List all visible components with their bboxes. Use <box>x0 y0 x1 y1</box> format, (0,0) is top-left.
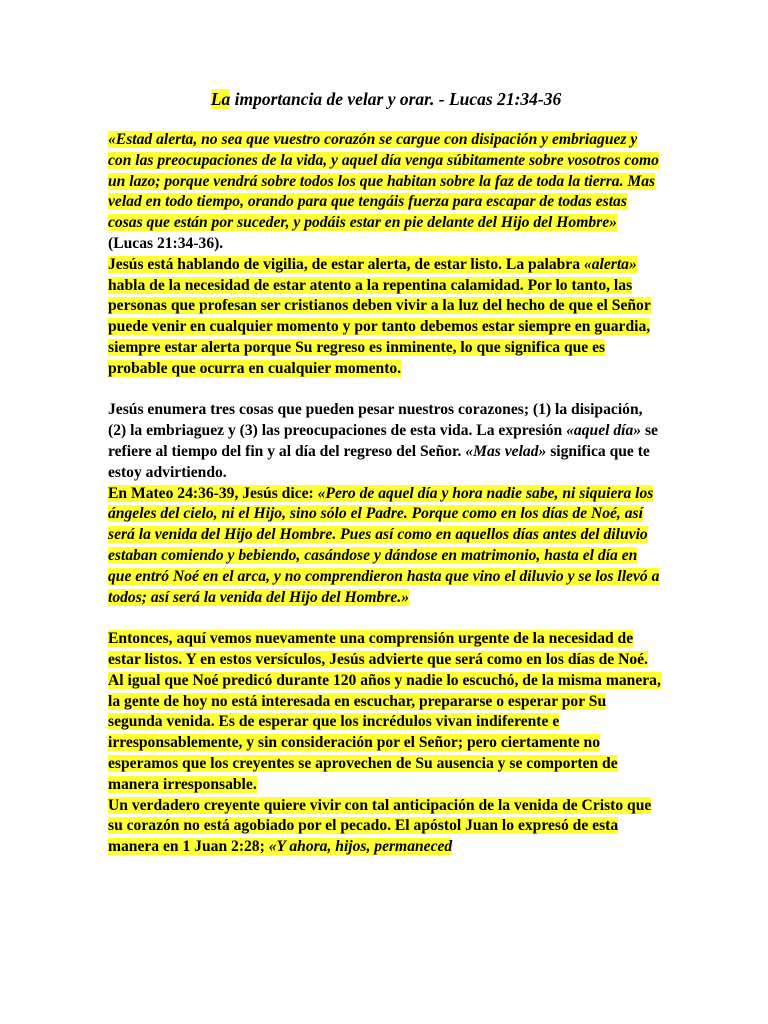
tres-cosas-text-a: Jesús enumera tres cosas que pueden pesar nuestros corazones; (1) la disipación, (2) la embriaguez y (3) las preocupaciones de esta vida. La expresión <box>108 401 643 440</box>
tres-cosas-text-e: significa que te estoy advirtiendo. <box>108 442 650 481</box>
tres-cosas-mas-velad: «Mas velad» <box>465 442 547 460</box>
paragraph-mateo <box>108 484 664 609</box>
tres-cosas-aquel-dia: «aquel día» <box>566 422 642 440</box>
paragraph-vigilia <box>108 255 664 380</box>
paragraph-spacer <box>108 608 664 629</box>
creyente-quote-juan: «Y ahora, hijos, permaneced <box>268 838 453 856</box>
title-text: importancia de velar y orar. - Lucas 21:34-36 <box>230 89 562 109</box>
mateo-intro: En Mateo 24:36-39, Jesús dice: <box>108 484 318 502</box>
vigilia-text-c: habla de la necesidad de estar atento a la repentina calamidad. Por lo tanto, las personas que profesan ser cristianos deben vivir a la luz del hecho de que el Señor puede venir en cualquier momento y por tanto debemos estar siempre en guardia, siempre estar alerta porque Su regreso es inminente, lo que significa que es probable que ocurra en cualquier momento. <box>108 276 651 377</box>
page-title <box>108 88 664 110</box>
entonces-text: Entonces, aquí vemos nuevamente una comprensión urgente de la necesidad de estar listos. Y en estos versículos, Jesús advierte que será como en los días de Noé. Al igual que Noé predicó durante 120 años y nadie lo escuchó, de la misma manera, la gente de hoy no está interesada en escuchar, prepararse o esperar por Su segunda venida. Es de esperar que los incrédulos vivan indiferente e irresponsablemente, y sin consideración por el Señor; pero ciertamente no esperamos que los creyentes se aprovechen de Su ausencia y se comporten de manera irresponsable. <box>108 630 661 793</box>
document-page <box>108 88 664 858</box>
paragraph-entonces <box>108 629 664 795</box>
creyente-text: Un verdadero creyente quiere vivir con tal anticipación de la venida de Cristo que su corazón no está agobiado por el pecado. El apóstol Juan lo expresó de esta manera en 1 Juan 2:28; <box>108 796 652 856</box>
paragraph-bible-quote <box>108 130 664 255</box>
quote-lucas: «Estad alerta, no sea que vuestro corazón se cargue con disipación y embriaguez y con las preocupaciones de la vida, y aquel día venga súbitamente sobre vosotros como un lazo; porque vendrá sobre todos los que habitan sobre la faz de toda la tierra. Mas velad en todo tiempo, orando para que tengáis fuerza para escapar de todas estas cosas que están por suceder, y podáis estar en pie delante del Hijo del Hombre» <box>108 131 659 232</box>
title-highlighted-word: La <box>210 89 231 109</box>
paragraph-spacer <box>108 380 664 401</box>
vigilia-text-a: Jesús está hablando de vigilia, de estar alerta, de estar listo. La palabra <box>108 255 584 273</box>
vigilia-word-alerta: «alerta» <box>583 255 637 273</box>
quote-reference: (Lucas 21:34-36). <box>108 234 224 252</box>
tres-cosas-text-c: se refiere al tiempo del fin y al día del regreso del Señor. <box>108 422 658 460</box>
paragraph-tres-cosas <box>108 400 664 483</box>
paragraph-verdadero-creyente <box>108 796 664 858</box>
mateo-quote: «Pero de aquel día y hora nadie sabe, ni siquiera los ángeles del cielo, ni el Hijo, sino sólo el Padre. Porque como en los días de Noé, así será la venida del Hijo del Hombre. Pues así como en aquellos días antes del diluvio estaban comiendo y bebiendo, casándose y dándose en matrimonio, hasta el día en que entró Noé en el arca, y no comprendieron hasta que vino el diluvio y se los llevó a todos; así será la venida del Hijo del Hombre.» <box>108 484 660 606</box>
